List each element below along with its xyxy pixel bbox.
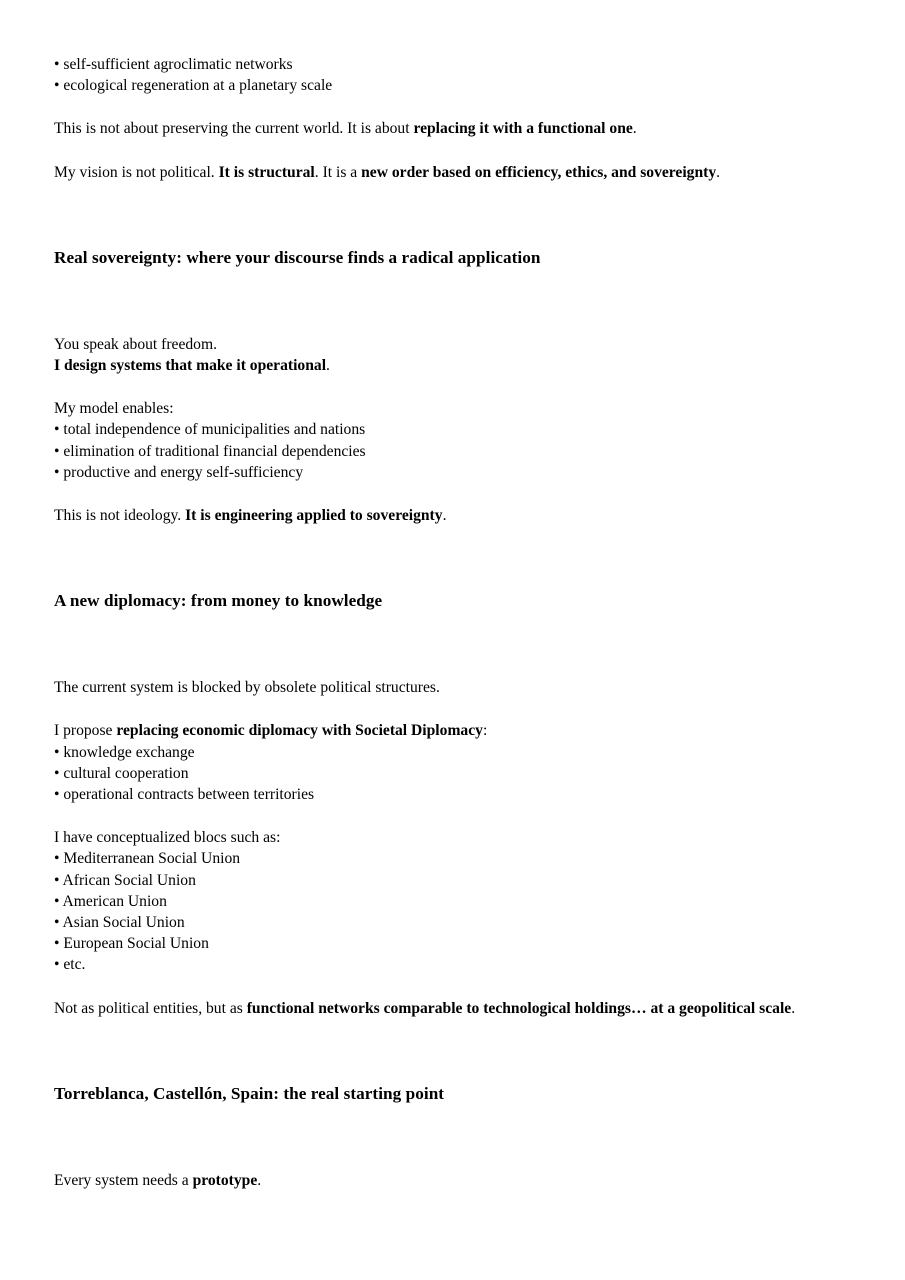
section-heading-diplomacy: A new diplomacy: from money to knowledge	[54, 591, 383, 611]
bullet-glyph: •	[54, 77, 60, 95]
text-run-bold: It is engineering applied to sovereignty	[185, 507, 443, 525]
list-item-label: American Union	[62, 892, 167, 910]
list-item	[54, 848, 844, 869]
list-item	[54, 75, 844, 96]
bullet-glyph: •	[54, 892, 60, 910]
paragraph-blocked	[54, 677, 844, 698]
list-item-label: operational contracts between territories	[63, 786, 315, 804]
bullet-glyph: •	[54, 56, 60, 73]
spacer	[54, 96, 844, 118]
bullet-glyph: •	[54, 871, 60, 889]
bullet-glyph: •	[54, 764, 60, 782]
list-item-label: African Social Union	[62, 871, 196, 889]
text-run-bold: replacing it with a functional one	[413, 120, 633, 138]
list-item-label: Mediterranean Social Union	[63, 850, 241, 868]
paragraph-freedom	[54, 334, 844, 376]
text-run: :	[482, 722, 488, 740]
spacer	[54, 1019, 844, 1083]
text-run-bold: I design systems that make it operational	[54, 357, 327, 375]
text-run: I propose	[54, 722, 117, 740]
list-item-label: self-sufficient agroclimatic networks	[63, 56, 293, 73]
spacer	[54, 805, 844, 827]
list-item	[54, 933, 844, 954]
spacer	[54, 183, 844, 247]
text-run: .	[791, 999, 796, 1017]
paragraph-propose-lead	[54, 720, 844, 741]
text-run-bold: new order based on efficiency, ethics, and sovereignty	[361, 163, 717, 181]
bullet-glyph: •	[54, 850, 60, 868]
paragraph-prototype	[54, 1170, 844, 1191]
bullet-glyph: •	[54, 743, 60, 761]
text-run: .	[716, 163, 721, 181]
list-item	[54, 784, 844, 805]
list-item	[54, 54, 844, 75]
text-run: You speak about freedom.	[54, 335, 217, 353]
list-diplomacy-bullets	[54, 742, 844, 806]
list-item-label: European Social Union	[63, 935, 209, 953]
text-run: Every system needs a	[54, 1171, 193, 1189]
text-run-bold: replacing economic diplomacy with Societal Diplomacy	[116, 722, 483, 740]
text-run: Not as political entities, but as	[54, 999, 247, 1017]
list-item	[54, 763, 844, 784]
paragraph-replacing	[54, 118, 844, 139]
bullet-glyph: •	[54, 442, 60, 460]
list-item-label: Asian Social Union	[62, 914, 185, 932]
paragraph-ideology	[54, 505, 844, 526]
bullet-glyph: •	[54, 914, 60, 932]
list-item-label: etc.	[63, 956, 86, 974]
spacer	[54, 611, 844, 677]
text-run: The current system is blocked by obsolete political structures.	[54, 679, 440, 697]
text-run: .	[632, 120, 637, 138]
paragraph-blocs-lead	[54, 827, 844, 848]
text-run: This is not about preserving the current world. It is about	[54, 120, 414, 138]
text-run: I have conceptualized blocs such as:	[54, 829, 281, 847]
spacer	[54, 976, 844, 998]
text-run-bold: It is structural	[218, 163, 315, 181]
text-run-bold: prototype	[192, 1171, 258, 1189]
list-item	[54, 870, 844, 891]
text-run: This is not ideology.	[54, 507, 186, 525]
text-run: .	[442, 507, 447, 525]
section-heading-torreblanca: Torreblanca, Castellón, Spain: the real starting point	[54, 1083, 445, 1103]
paragraph-networks	[54, 998, 844, 1019]
list-item-label: elimination of traditional financial dependencies	[63, 442, 366, 460]
text-run: My model enables:	[54, 400, 174, 418]
spacer	[54, 698, 844, 720]
bullet-glyph: •	[54, 463, 60, 481]
spacer	[54, 483, 844, 505]
text-run-bold: functional networks comparable to technological holdings… at a geopolitical scale	[246, 999, 792, 1017]
bullet-glyph: •	[54, 786, 60, 804]
spacer	[54, 1104, 844, 1170]
spacer	[54, 526, 844, 590]
list-intro-bullets	[54, 54, 844, 96]
paragraph-vision	[54, 162, 844, 183]
section-heading-sovereignty: Real sovereignty: where your discourse finds a radical application	[54, 247, 541, 267]
bullet-glyph: •	[54, 956, 60, 974]
list-item	[54, 441, 844, 462]
spacer	[54, 268, 844, 334]
text-run: .	[326, 357, 330, 375]
document-body	[54, 54, 844, 1191]
text-run: My vision is not political.	[54, 163, 219, 181]
list-item-label: cultural cooperation	[63, 764, 189, 782]
list-item	[54, 912, 844, 933]
text-run: . It is a	[314, 163, 362, 181]
text-run: .	[257, 1171, 262, 1189]
list-model-bullets	[54, 419, 844, 483]
spacer	[54, 376, 844, 398]
list-item-label: total independence of municipalities and nations	[63, 421, 366, 439]
paragraph-model-lead	[54, 398, 844, 419]
list-item	[54, 742, 844, 763]
list-item	[54, 462, 844, 483]
list-item	[54, 891, 844, 912]
bullet-glyph: •	[54, 421, 60, 439]
list-item-label: productive and energy self-sufficiency	[63, 463, 304, 481]
spacer	[54, 140, 844, 162]
list-item	[54, 954, 844, 975]
list-item	[54, 419, 844, 440]
bullet-glyph: •	[54, 935, 60, 953]
list-item-label: ecological regeneration at a planetary scale	[63, 77, 333, 95]
list-blocs-bullets	[54, 848, 844, 975]
list-item-label: knowledge exchange	[63, 743, 195, 761]
